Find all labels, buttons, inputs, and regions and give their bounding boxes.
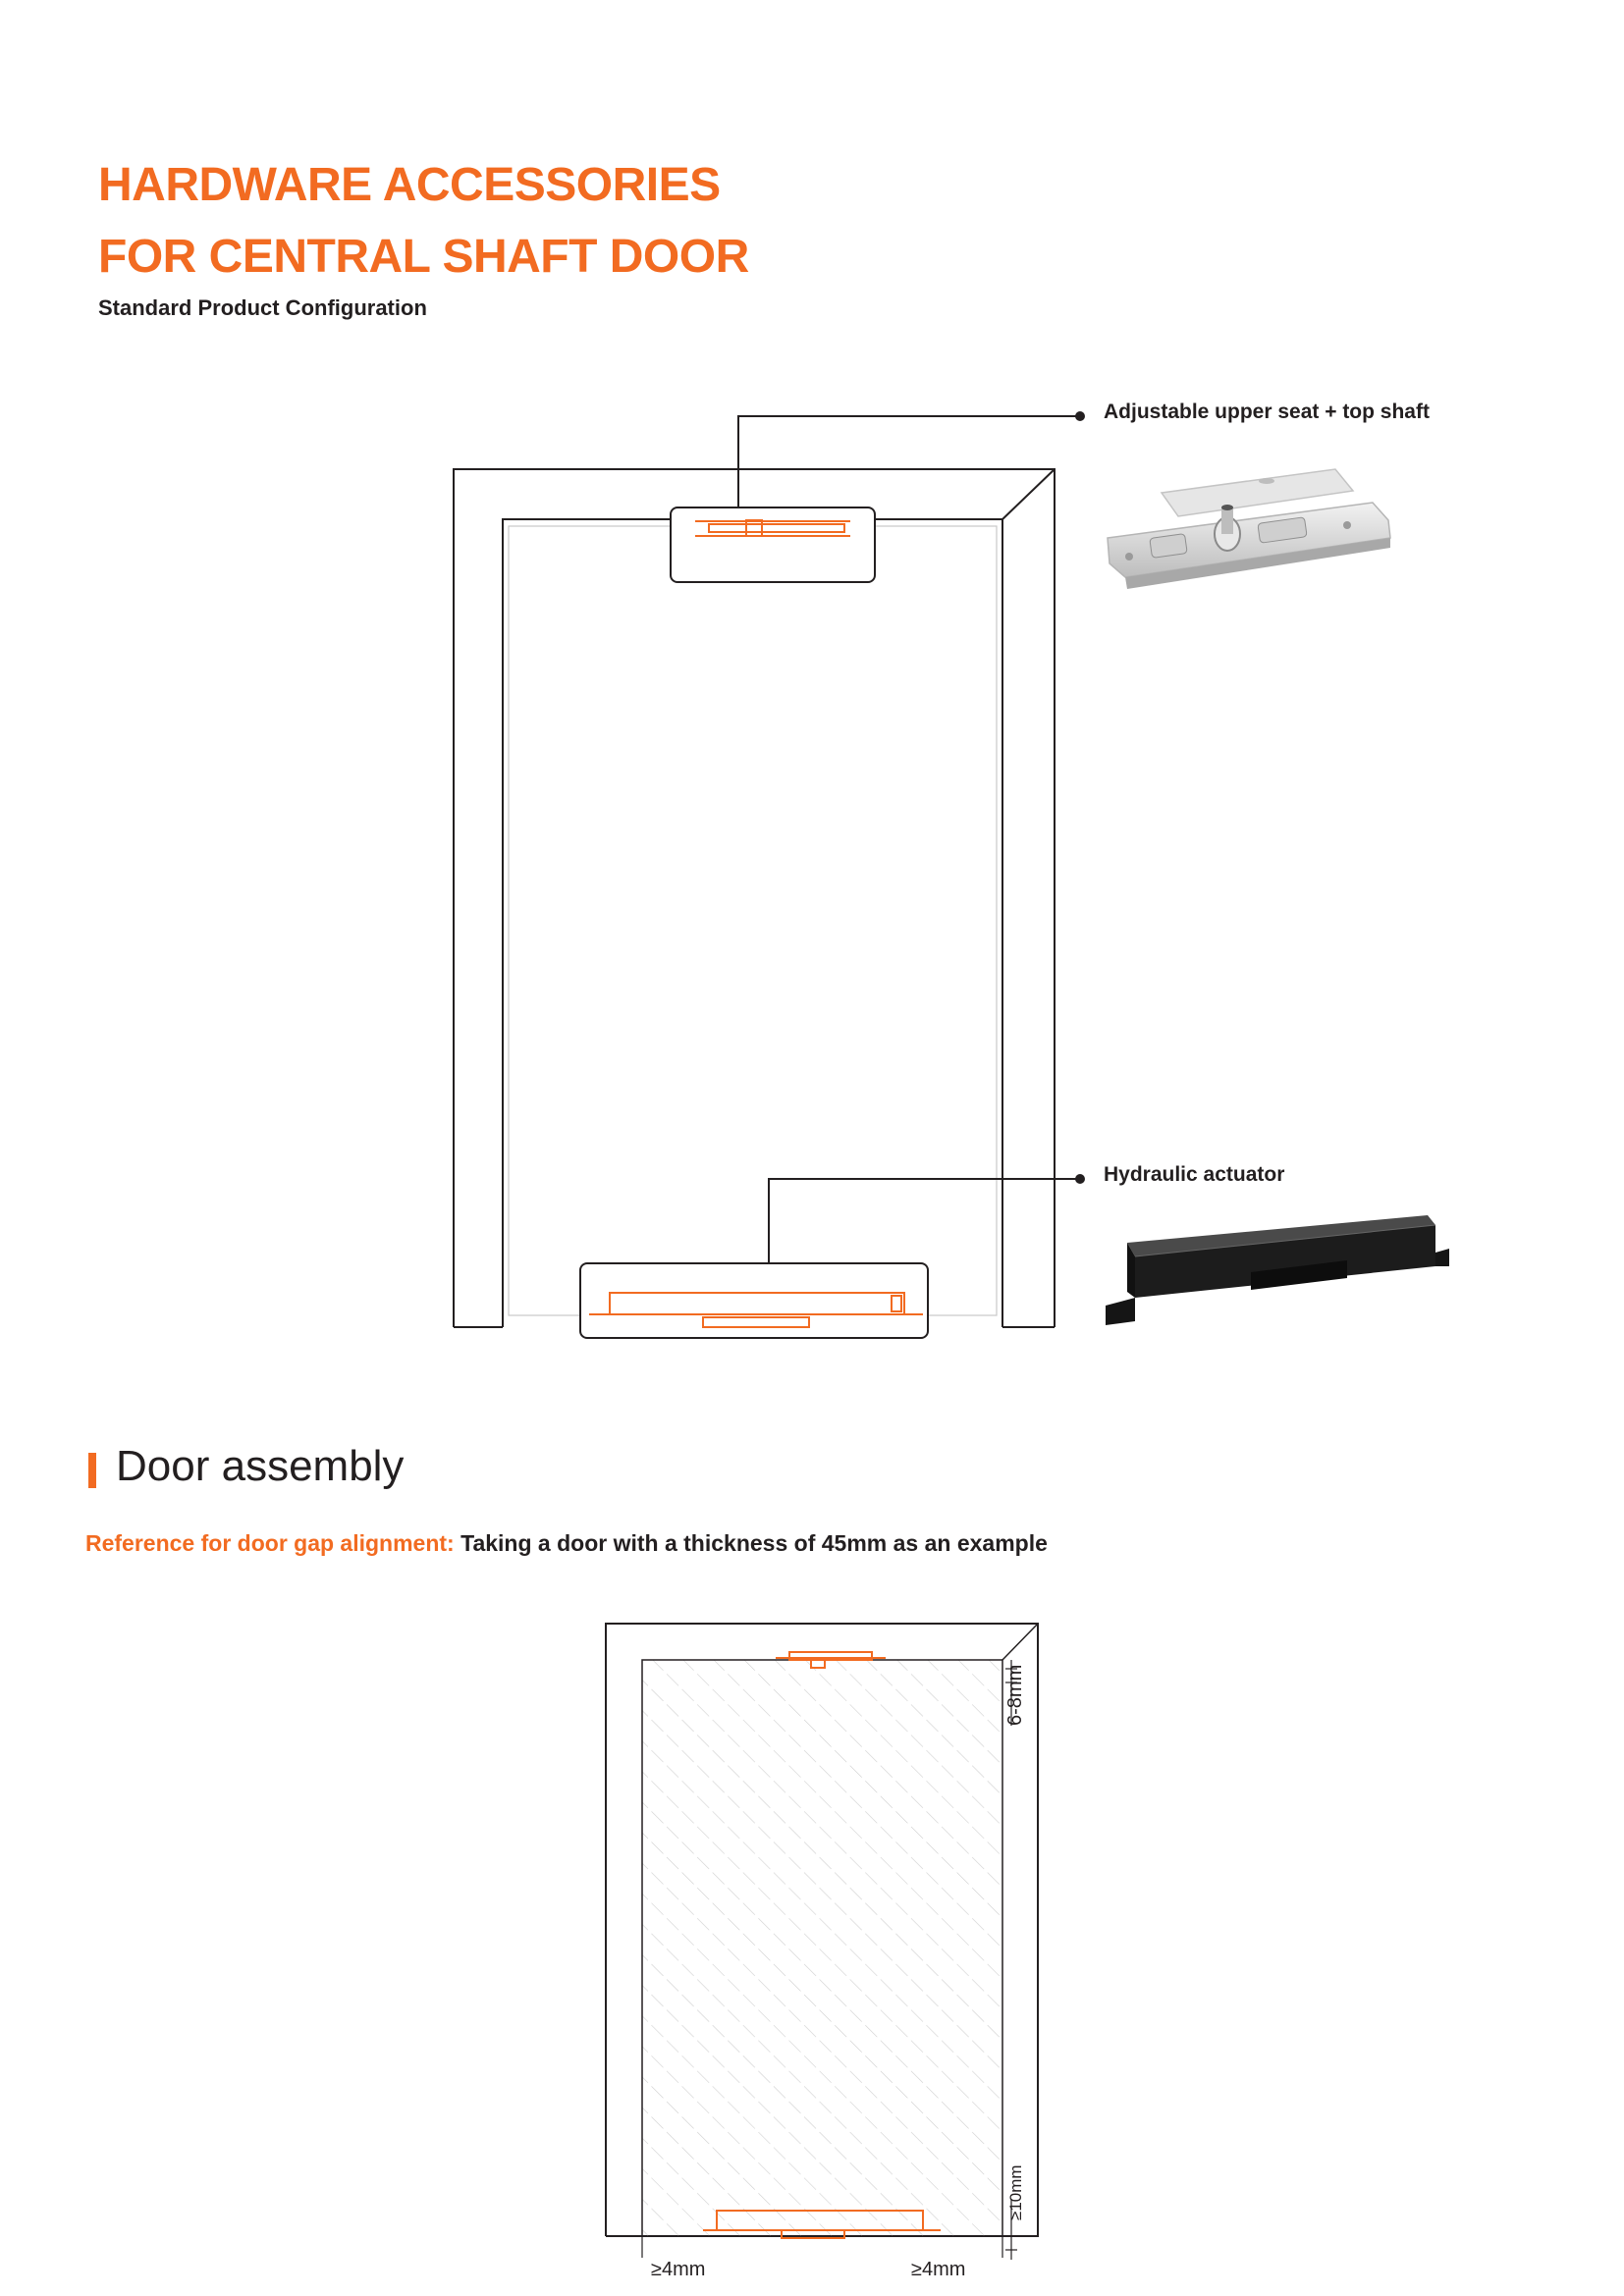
right-gap-label: ≥4mm bbox=[911, 2259, 966, 2280]
page-title-line-2: FOR CENTRAL SHAFT DOOR bbox=[98, 231, 749, 283]
section-title-door-assembly: Door assembly bbox=[116, 1442, 405, 1490]
left-gap-label: ≥4mm bbox=[651, 2259, 706, 2280]
hydraulic-actuator-highlight bbox=[580, 1263, 928, 1338]
page-title-line-1: HARDWARE ACCESSORIES bbox=[98, 159, 721, 211]
callout-label-hydraulic-actuator: Hydraulic actuator bbox=[1104, 1163, 1285, 1186]
door-gap-reference bbox=[85, 1530, 1048, 1557]
reference-label: Reference for door gap alignment: bbox=[85, 1530, 455, 1556]
hydraulic-actuator-product-image bbox=[1106, 1215, 1449, 1325]
callout-leader-upper bbox=[738, 411, 1085, 507]
upper-seat-product-image bbox=[1108, 469, 1390, 589]
top-gap-label: 6-8mm bbox=[1004, 1664, 1026, 1726]
assembly-frame-diagram bbox=[606, 1624, 1038, 2238]
bottom-gap-label: ≥10mm bbox=[1006, 2164, 1025, 2220]
upper-seat-highlight bbox=[671, 507, 875, 582]
page-subtitle: Standard Product Configuration bbox=[98, 295, 427, 320]
door-frame-diagram bbox=[454, 469, 1055, 1327]
callout-label-upper-seat: Adjustable upper seat + top shaft bbox=[1104, 400, 1430, 423]
reference-text: Taking a door with a thickness of 45mm as an example bbox=[454, 1530, 1048, 1556]
side-gap-dimension bbox=[642, 2236, 1002, 2258]
section-accent-bar bbox=[88, 1453, 96, 1488]
callout-leader-lower bbox=[769, 1174, 1085, 1263]
